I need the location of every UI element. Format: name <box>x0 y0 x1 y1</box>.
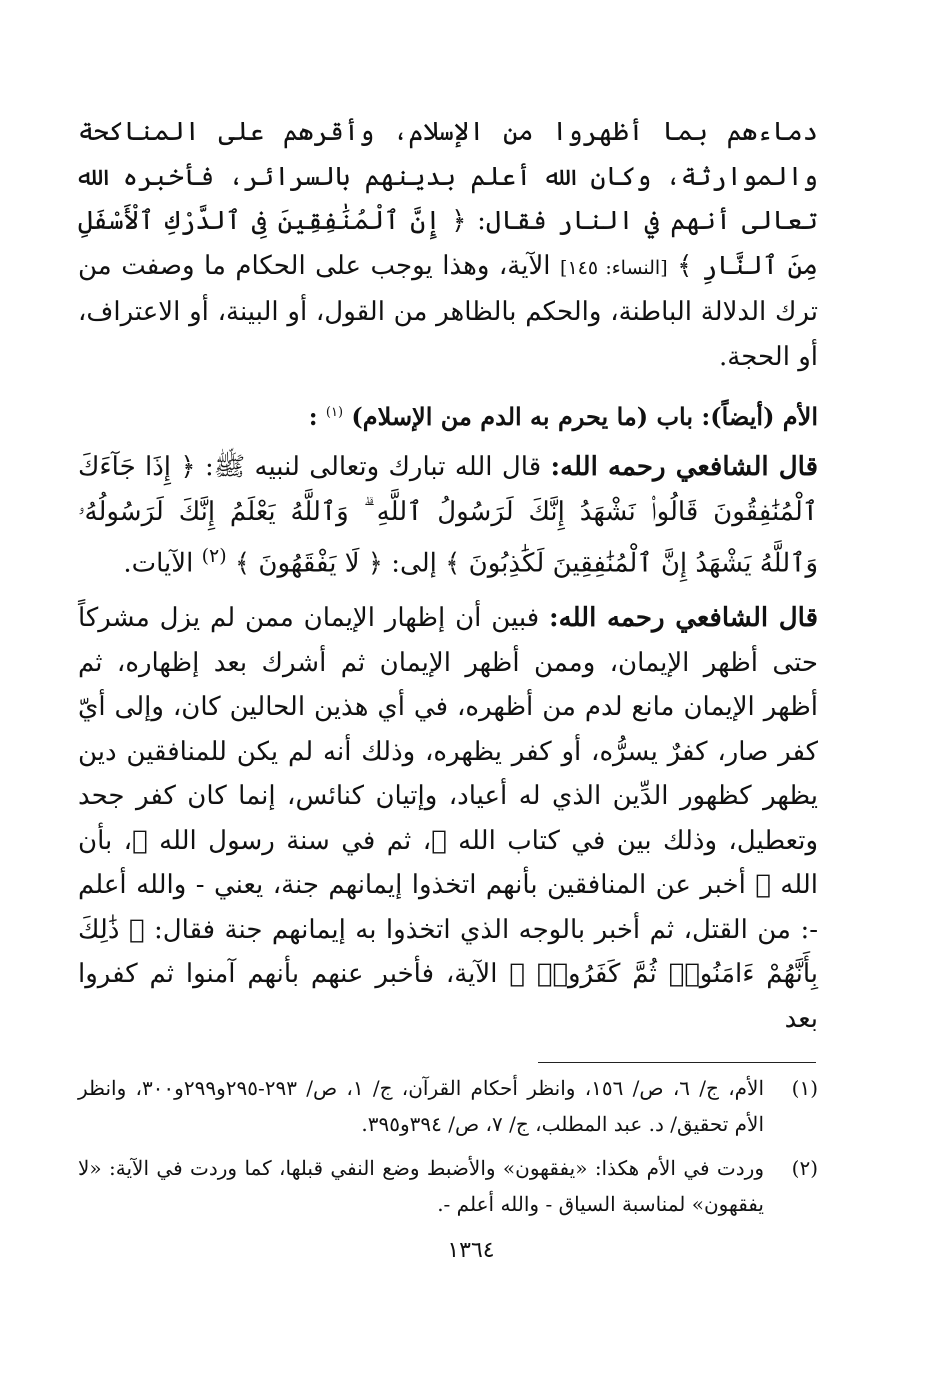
footnotes <box>78 1070 818 1230</box>
main-text <box>78 110 818 1041</box>
section-heading-colon: : <box>308 402 318 431</box>
paragraph-2-lead: قال الشافعي رحمه الله: <box>550 452 818 482</box>
footnote-marker-2: (٢) <box>201 545 227 567</box>
paragraph-2 <box>78 445 818 586</box>
quran-reference: [النساء: ١٤٥] <box>560 256 668 279</box>
paragraph-2-end: الآيات. <box>123 548 194 579</box>
paragraph-3-text: فبين أن إظهار الإيمان ممن لم يزل مشركاً حتى أظهر الإيمان، وممن أظهر الإيمان ثم أشرك بعد إظهاره، ثم أظهر الإيمان مانع لدم من أظهره، في أي هذين الحالين كان، وإلى أيّ كفر صار، كفرٌ يسرُّه، أو كفر يظهره، وذلك أنه لم يكن للمنافقين دين يظهر كظهور الدِّين الذي له أعياد، وإتيان كنائس، إنما كان كفر جحد وتعطيل، وذلك بين في كتاب الله ﷻ، ثم في سنة رسول الله ﷺ، بأن الله ﷻ أخبر عن المنافقين بأنهم اتخذوا إيمانهم جنة، يعني - والله أعلم -: من القتل، ثم أخبر بالوجه الذي اتخذوا به إيمانهم جنة فقال: ﴿ ذَٰلِكَ بِأَنَّهُمْ ءَامَنُوا۟ ثُمَّ كَفَرُوا۟ ﴾ الآية، فأخبر عنهم بأنهم آمنوا ثم كفروا بعد <box>78 603 818 1034</box>
paragraph-3-lead: قال الشافعي رحمه الله: <box>549 603 818 634</box>
footnote-1-number: (١) <box>791 1076 818 1100</box>
footnote-separator <box>538 1062 816 1063</box>
footnote-2-text: وردت في الأم هكذا: «يفقهون» والأضبط وضع النفي قبلها، كما وردت في الآية: «لا يفقهون» لمناسبة السياق - والله أعلم -. <box>78 1156 764 1216</box>
footnote-1 <box>78 1070 818 1142</box>
page-number: ١٣٦٤ <box>447 1238 495 1263</box>
section-heading <box>78 391 818 439</box>
paragraph-2-text: قال الله تبارك وتعالى لنبيه ﷺ: ﴿ إِذَا جَآءَكَ ٱلْمُنَٰفِقُونَ قَالُوا۟ نَشْهَدُ إِنَّكَ لَرَسُولُ ٱللَّهِ ۗ وَٱللَّهُ يَعْلَمُ إِنَّكَ لَرَسُولُهُۥ وَٱللَّهُ يَشْهَدُ إِنَّ ٱلْمُنَٰفِقِينَ لَكَٰذِبُونَ ﴾ إلى: ﴿ لَا يَفْقَهُونَ ﴾ <box>78 452 818 579</box>
footnote-marker-1: (١) <box>325 405 344 420</box>
paragraph-1 <box>78 110 818 379</box>
paragraph-3 <box>78 596 818 1041</box>
footnote-2 <box>78 1150 818 1222</box>
footnote-1-text: الأم، ج/ ٦، ص/ ١٥٦، وانظر أحكام القرآن، ج/ ١، ص/ ٢٩٣-٢٩٥و٢٩٩و٣٠٠، وانظر الأم تحقيق/ د. عبد المطلب، ج/ ٧، ص/ ٣٩٤و٣٩٥. <box>78 1076 765 1136</box>
paragraph-1-rest: الآية، وهذا يوجب على الحكام ما وصفت من ترك الدلالة الباطنة، والحكم بالظاهر من القول، أو البينة، أو الاعتراف، أو الحجة. <box>78 250 818 372</box>
paragraph-1-text: دماءهم بما أظهروا من الإسلام، وأقرهم على المناكحة والموارثة، وكان الله أعلم بدينهم بالسرائر، فأخبره الله تعالى أنهم في النار فقال: ﴿ إِنَّ ٱلْمُنَٰفِقِينَ فِى ٱلدَّرْكِ ٱلْأَسْفَلِ مِنَ ٱلنَّارِ ﴾ <box>78 117 818 281</box>
footnote-2-number: (٢) <box>791 1156 818 1180</box>
section-heading-text: الأم (أيضاً): باب (ما يحرم به الدم من الإسلام) <box>351 402 818 431</box>
